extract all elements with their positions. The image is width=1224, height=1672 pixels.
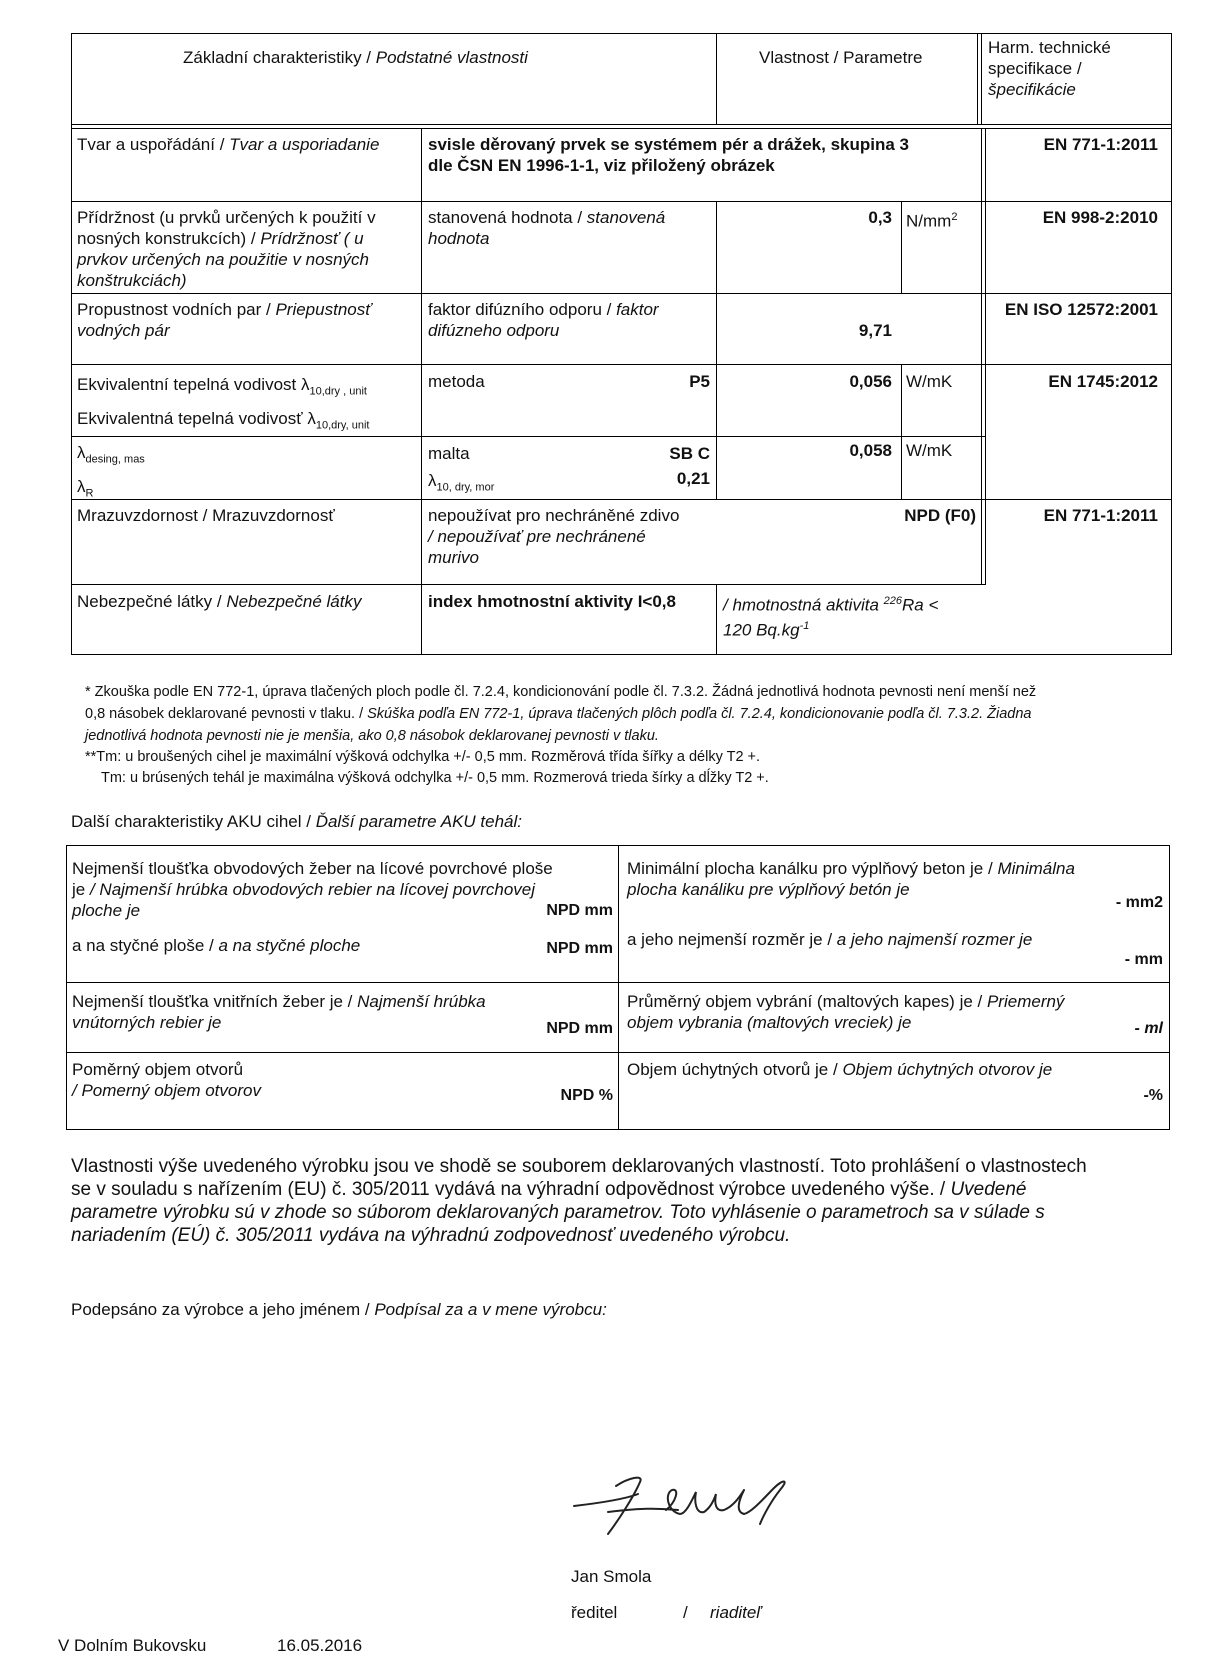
row-thermal-design-method2-sub: 10, dry, mor [436,481,495,494]
row-hazardous-value-line2-sup: -1 [799,619,810,632]
aku-holes-line1: Poměrný objem otvorů [72,1060,244,1079]
row-adhesion-unit-text: N/mm [906,211,952,231]
aku-contact-face-cz: a na styčné ploše / [72,936,219,955]
row-frost-method-line2: / nepoužívať pre nechránené [428,527,646,546]
aku-channel-dim-value: - mm [1124,951,1163,968]
row-shape-value-line1: svisle děrovaný prvek se systémem pér a drážek, skupina 3 [428,135,909,154]
aku-table [66,845,1170,1130]
row-adhesion-spec: EN 998-2:2010 [1042,208,1158,227]
row-vapour-method-line2: difúzneho odporu [428,321,560,340]
row-hazardous-value-line2: 120 Bq.kg [723,620,800,640]
aku-grip-holes [627,1059,1052,1080]
aku-channel-area [627,858,1163,900]
note-line2-sk: Skúška podľa EN 772-1, úprava tlačených plôch podľa čl. 7.2.4, kondicionovanie podľa čl. 7.3.2. Žiadna [367,706,1032,722]
row-thermal-design-method2-value: 0,21 [676,469,710,488]
signatory-role-sk: riaditeľ [710,1603,762,1622]
aku-outer-ribs-line1: Nejmenší tloušťka obvodových žeber na lícové povrchové ploše [72,859,553,878]
row-hazardous-value [723,591,938,640]
conformity-line2-sk: Uvedené [950,1179,1027,1200]
row-shape-value-line2: dle ČSN EN 1996-1-1, viz přiložený obrázek [428,156,775,175]
aku-channel-area-sk: Minimálna [997,859,1075,878]
conformity-line3: parametre výrobku sú v zhode so súborom deklarovaných parametrov. Toto vyhlásenie o parametroch sa v súlade s [71,1202,1045,1223]
signed-for-sk: Podpísal za a v mene výrobcu: [374,1300,607,1319]
row-vapour-label-line2: vodných pár [77,321,170,340]
row-hazardous-method: index hmotnostní aktivity I<0,8 [428,592,676,611]
row-hazardous-value-sup: 226 [883,595,902,607]
aku-channel-area-cz: Minimální plocha kanálku pro výplňový beton je / [627,859,998,878]
row-shape-spec: EN 771-1:2011 [1043,135,1158,154]
row-vapour-method-cz: faktor difúzního odporu / [428,300,617,319]
aku-holes-line2: / Pomerný objem otvorov [72,1081,261,1100]
aku-holes-value: NPD % [560,1087,613,1104]
row-adhesion-label-line3: prvkov určených na použitie v nosných [77,250,369,269]
aku-channel-area-value: - mm2 [1115,894,1163,911]
row-hazardous-label [77,591,361,612]
note-line2-cz: 0,8 násobek deklarované pevnosti v tlaku. / [85,706,368,722]
row-thermal-label-line2: Ekvivalentná tepelná vodivosť λ [77,409,316,429]
row-thermal-label [77,374,369,437]
row-frost-method-line3: murivo [428,548,480,567]
signatory-name: Jan Smola [571,1567,652,1586]
aku-title-sk: Ďalší parametre AKU tehál: [315,812,522,831]
aku-channel-dim-sk: a jeho najmenší rozmer je [836,930,1033,949]
aku-outer-ribs [72,858,612,921]
row-thermal-design-method2-symbol: λ [428,471,437,490]
note-line1: * Zkouška podle EN 772-1, úprava tlačených ploch podle čl. 7.2.4, kondicionování podle čl. 7.3.2. Žádná jednotlivá hodnota pevnosti není menší než [85,684,1037,700]
row-thermal-design-label-line2-sub: R [85,487,94,500]
row-thermal-unit: W/mK [906,372,953,391]
row-thermal-method-code: P5 [689,372,710,391]
header-spec [988,37,1111,100]
signed-for-cz: Podepsáno za výrobce a jeho jménem / [71,1300,375,1319]
aku-inner-ribs-cz: Nejmenší tloušťka vnitřních žeber je / [72,992,358,1011]
header-spec-line3: špecifikácie [988,80,1076,99]
aku-outer-ribs-line2: je [72,880,90,899]
row-thermal-label-line2-sub: 10,dry, unit [315,419,370,432]
aku-contact-face-value: NPD mm [546,940,613,957]
conformity-statement [71,1155,1181,1247]
aku-title-cz: Další charakteristiky AKU cihel / [71,812,316,831]
note-line2 [85,704,1031,725]
conformity-line1: Vlastnosti výše uvedeného výrobku jsou ve shodě se souborem deklarovaných vlastností. Toto prohlášení o vlastnostech [71,1156,1087,1177]
row-thermal-label-line1-sub: 10,dry , unit [309,385,367,398]
place: V Dolním Bukovsku [58,1636,207,1655]
row-vapour-label-cz: Propustnost vodních par / [77,300,276,319]
aku-channel-dim-cz: a jeho nejmenší rozměr je / [627,930,837,949]
aku-channel-dim [627,929,1032,950]
row-adhesion-method-cz: stanovená hodnota / [428,208,587,227]
row-vapour-label-sk: Priepustnosť [275,300,372,319]
row-adhesion-label [77,207,376,291]
aku-outer-ribs-value: NPD mm [546,902,613,919]
row-adhesion-method [428,207,665,249]
aku-recess-value: - ml [1134,1020,1163,1037]
aku-channel-area-line2: plocha kanáliku pre výplňový betón je [627,880,910,899]
row-frost-spec: EN 771-1:2011 [1043,506,1158,525]
note-line5: Tm: u brúsených tehál je maximálna výšková odchylka +/- 0,5 mm. Rozmerová trieda šírky a dĺžky T2 +. [101,770,769,786]
row-thermal-design-method2 [428,470,494,498]
row-frost-label: Mrazuvzdornost / Mrazuvzdornosť [77,506,335,525]
row-thermal-design-label-line2: λ [77,477,86,497]
aku-recess-cz: Průměrný objem vybrání (maltových kapes) je / [627,992,987,1011]
row-thermal-design-method-code: SB C [669,444,710,463]
row-hazardous-value-line1-end: Ra < [902,595,939,615]
row-adhesion-method-line2: hodnota [428,229,490,248]
aku-grip-holes-cz: Objem úchytných otvorů je / [627,1060,843,1079]
row-thermal-design-unit: W/mK [906,441,953,460]
row-adhesion-value: 0,3 [868,208,892,227]
aku-outer-ribs-line3: ploche je [72,901,141,920]
row-adhesion-label-line2-sk: Prídržnosť ( u [260,229,364,248]
date: 16.05.2016 [277,1636,363,1655]
row-vapour-method [428,299,659,341]
row-adhesion-method-sk: stanovená [586,208,666,227]
row-thermal-design-label [77,442,145,505]
aku-contact-face [72,935,360,956]
row-adhesion-label-line4: konštrukciách) [77,271,187,290]
row-frost-method [428,505,679,568]
row-adhesion-unit [906,207,957,232]
row-shape-label-sk: Tvar a usporiadanie [229,135,380,154]
header-spec-line1: Harm. technické [988,38,1111,57]
aku-recess [627,991,1163,1033]
aku-holes [72,1059,261,1101]
row-vapour-method-sk: faktor [616,300,659,319]
note-line3: jednotlivá hodnota pevnosti nie je menšia, ako 0,8 násobok deklarovanej pevnosti v tlaku. [85,728,659,744]
row-shape-label [77,134,379,155]
signature-image [568,1468,828,1538]
row-thermal-design-label-line1-sub: desing, mas [85,453,145,466]
aku-inner-ribs-sk: Najmenší hrúbka [357,992,486,1011]
row-hazardous-value-line1: / hmotnostná aktivita [723,595,884,615]
header-characteristic-cz: Základní charakteristiky / [183,48,376,67]
row-shape-label-cz: Tvar a uspořádání / [77,135,230,154]
row-hazardous-label-cz: Nebezpečné látky / [77,592,227,611]
row-vapour-spec: EN ISO 12572:2001 [1004,300,1158,319]
signatory-role-separator: / [683,1603,688,1622]
aku-inner-ribs-value: NPD mm [546,1020,613,1037]
row-thermal-design-label-line1: λ [77,443,86,462]
aku-contact-face-sk: a na styčné ploche [218,936,361,955]
header-spec-line2: specifikace / [988,59,1082,78]
row-frost-method-line1: nepoužívat pro nechráněné zdivo [428,506,680,525]
row-hazardous-label-sk: Nebezpečné látky [226,592,362,611]
aku-title [71,812,522,832]
aku-outer-ribs-line2-sk: / Najmenší hrúbka obvodových rebier na lícovej povrchovej [89,880,536,899]
conformity-line4: nariadením (EÚ) č. 305/2011 vydáva na výhradnú zodpovednosť uvedeného výrobcu. [71,1225,791,1246]
aku-recess-line2: objem vybrania (maltových vreciek) je [627,1013,912,1032]
header-property: Vlastnost / Parametre [759,48,923,67]
aku-inner-ribs-line2: vnútorných rebier je [72,1013,222,1032]
row-adhesion-unit-sup: 2 [951,211,958,223]
aku-recess-sk: Priemerný [986,992,1065,1011]
row-adhesion-label-line1: Přídržnost (u prvků určených k použití v [77,208,376,227]
header-characteristic-sk: Podstatné vlastnosti [375,48,528,67]
row-shape-value [428,134,909,176]
row-frost-value: NPD (F0) [904,506,976,525]
row-thermal-design-value: 0,058 [849,441,892,460]
aku-inner-ribs [72,991,612,1033]
row-thermal-spec: EN 1745:2012 [1048,372,1158,391]
row-thermal-design-method: malta [428,444,470,463]
conformity-line2: se v souladu s nařízením (EU) č. 305/2011 vydává na výhradní odpovědnost výrobce uvedeného výše. / [71,1179,951,1200]
note-line4: **Tm: u broušených cihel je maximální výšková odchylka +/- 0,5 mm. Rozměrová třída šířky a délky T2 +. [85,749,761,765]
signed-for [71,1300,607,1320]
aku-grip-holes-sk: Objem úchytných otvorov je [842,1060,1053,1079]
row-vapour-value: 9,71 [858,321,892,340]
row-adhesion-label-line2: nosných konstrukcích) / [77,229,261,248]
row-thermal-method: metoda [428,372,485,391]
signatory-role: ředitel [571,1603,618,1622]
aku-grip-holes-value: -% [1143,1087,1163,1104]
row-vapour-label [77,299,371,341]
header-characteristic [183,47,528,68]
row-thermal-label-line1: Ekvivalentní tepelná vodivost λ [77,375,310,394]
row-thermal-value: 0,056 [849,372,892,391]
declaration-table [71,33,1172,655]
